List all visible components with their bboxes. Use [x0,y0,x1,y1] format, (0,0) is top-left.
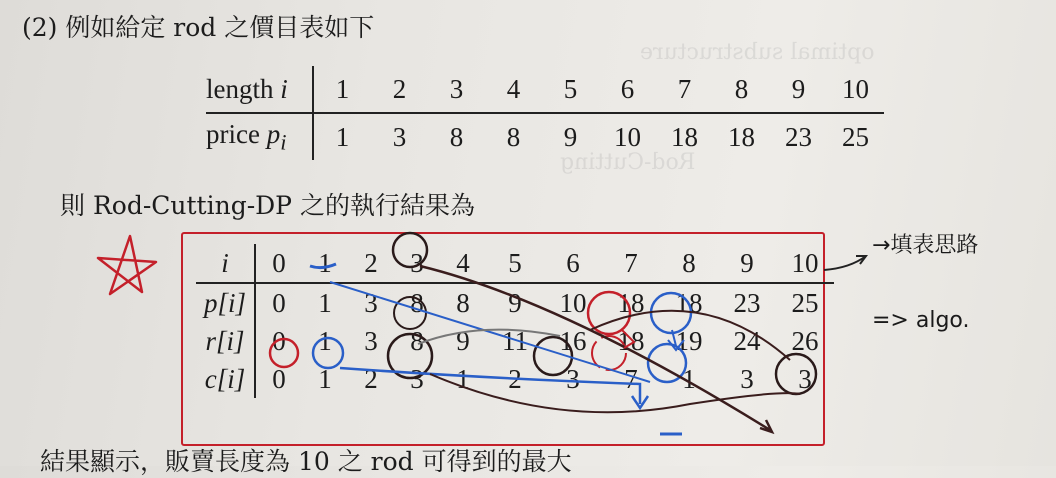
table-cell: 18 [671,121,698,152]
bleed-through-text: optimal substructure [640,40,875,65]
table-cell: 25 [791,287,819,318]
table-cell: 6 [599,66,656,113]
table-cell: 3 [428,66,485,113]
row-header-p: p[i] [196,283,255,322]
footer-text: 結果顯示，販賣長度為 10 之 rod 可得到的最大 [40,447,572,476]
table-cell: 1 [682,363,696,394]
row-header-price: price $p_i$ [206,113,313,160]
table-cell: 4 [440,244,486,283]
table-cell: 18 [675,287,703,318]
row-header-length: length i [206,66,313,113]
table-cell: 9 [770,66,827,113]
row-header-r: r[i] [196,322,255,360]
table-cell: 2 [348,244,394,283]
blue-arrow [340,368,648,408]
table-cell: 23 [785,121,812,152]
table-cell: 1 [456,363,470,394]
table-cell: 0 [272,287,286,318]
result-intro: 則 Rod-Cutting-DP 之的執行結果為 [60,191,475,220]
table-cell: 3 [566,363,580,394]
table-cell: 11 [502,325,528,356]
table-cell: 18 [728,121,755,152]
table-cell: 0 [272,325,286,356]
table-cell: 19 [675,325,703,356]
circle-mark [270,339,298,367]
table-cell: 10 [559,287,587,318]
table-cell: 3 [740,363,754,394]
table-cell: 16 [559,325,587,356]
table-cell: 10 [776,244,834,283]
table-cell: 8 [506,121,521,152]
table-cell: 24 [733,325,761,356]
table-cell: 3 [798,363,812,394]
table-cell: 9 [456,325,470,356]
table-cell: 7 [624,363,638,394]
table-cell: 0 [255,244,302,283]
table-cell: 4 [485,66,542,113]
handwritten-note-algo: => algo. [872,308,970,333]
table-cell: 2 [364,363,378,394]
table-cell: 0 [272,363,286,394]
circle-mark [313,338,343,368]
table-cell: 1 [318,287,332,318]
circle-mark [393,233,427,267]
red-star-icon [98,236,156,294]
bleed-through-text: Rod-Cutting [560,150,696,175]
table-cell: 1 [313,66,371,113]
table-cell: 1 [335,121,350,152]
table-cell: 2 [371,66,428,113]
table-cell: 18 [617,287,645,318]
table-cell: 8 [660,244,718,283]
table-cell: 7 [602,244,660,283]
table-cell: 2 [508,363,522,394]
table-cell: 3 [364,287,378,318]
table-cell: 1 [302,244,348,283]
table-cell: 23 [733,287,761,318]
row-header-c: c[i] [196,360,255,398]
table-cell: 6 [544,244,602,283]
table-cell: 1 [318,363,332,394]
dark-arrow [420,266,772,432]
circle-mark [776,354,816,394]
blue-underline [310,264,336,268]
dark-arrow [430,374,800,412]
table-cell: 3 [392,121,407,152]
table-cell: 8 [449,121,464,152]
table-cell: 3 [394,244,440,283]
table-cell: 8 [410,287,424,318]
table-cell: 1 [318,325,332,356]
table-cell: 10 [827,66,884,113]
table-cell: 7 [656,66,713,113]
table-cell: 9 [563,121,578,152]
table-cell: 3 [410,363,424,394]
circle-mark [651,293,691,333]
handwritten-note-table-idea: →填表思路 [872,233,979,258]
table-cell: 9 [718,244,776,283]
table-cell: 8 [713,66,770,113]
table-cell: 5 [542,66,599,113]
table-cell: 10 [614,121,641,152]
table-cell: 8 [410,325,424,356]
table-cell: 8 [456,287,470,318]
table-cell: 3 [364,325,378,356]
table-cell: 18 [617,325,645,356]
row-header-i: i [196,244,255,283]
arrow-to-note [824,256,866,270]
heading: (2) 例如給定 rod 之價目表如下 [22,13,375,42]
circle-mark [394,297,426,329]
table-cell: 26 [791,325,819,356]
table-cell: 5 [486,244,544,283]
table-cell: 9 [508,287,522,318]
table-cell: 25 [842,121,869,152]
